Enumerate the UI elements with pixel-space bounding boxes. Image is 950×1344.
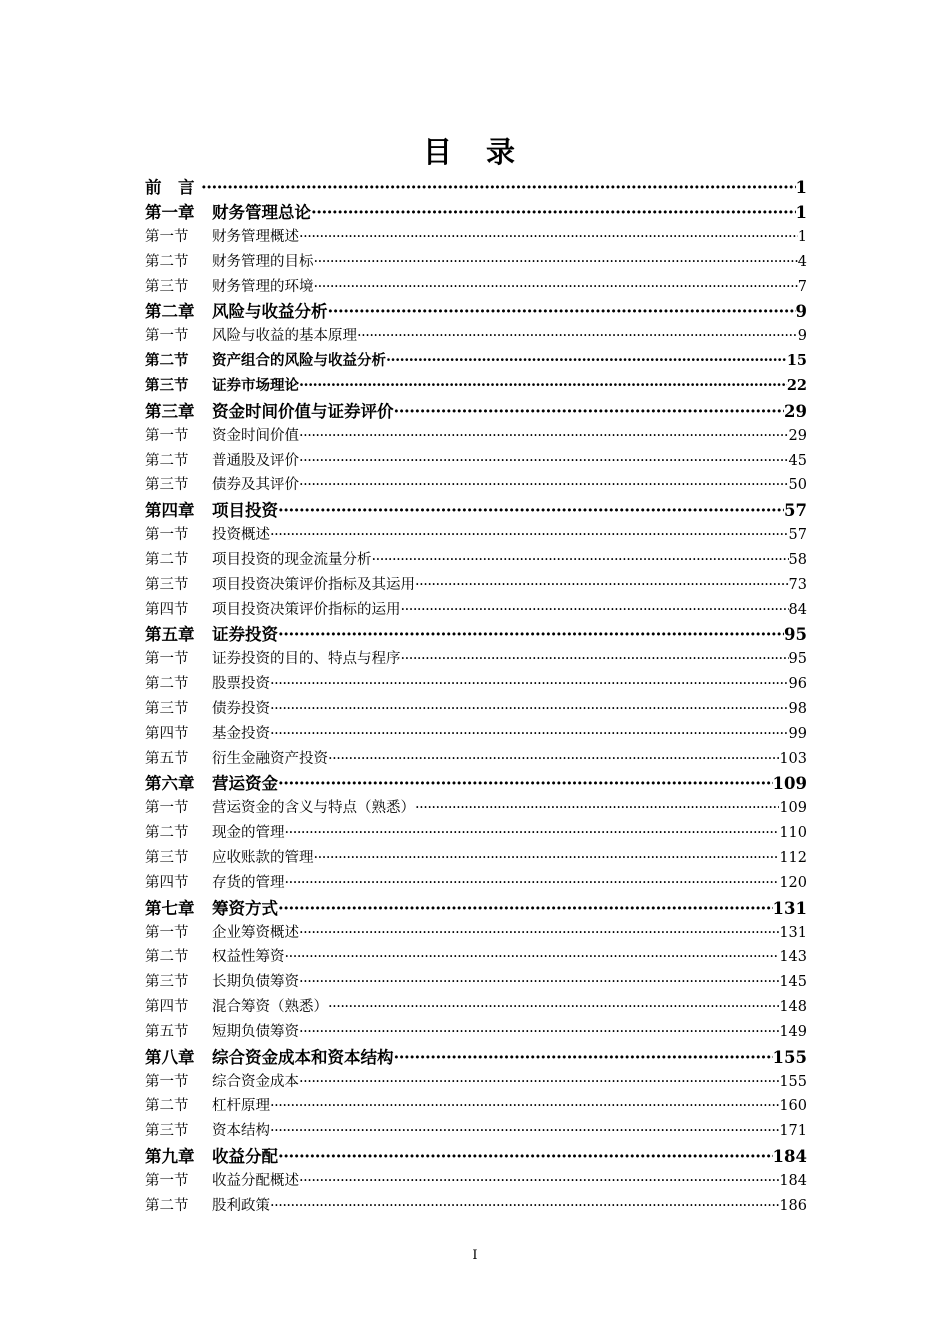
toc-section-entry (145, 945, 807, 970)
toc-entry-number: 第一节 (145, 229, 189, 245)
toc-section-entry (145, 672, 807, 697)
toc-section-entry (145, 424, 807, 449)
toc-entry-number: 第七章 (145, 898, 195, 918)
toc-dot-leader (270, 1119, 779, 1144)
toc-section-entry (145, 573, 807, 598)
toc-entry-title: 综合资金成本和资本结构 (212, 1047, 394, 1067)
toc-entry-page: 112 (779, 849, 807, 866)
toc-chapter-entry (145, 399, 807, 424)
toc-entry-page: 98 (788, 700, 807, 717)
toc-entry-title: 财务管理的环境 (212, 278, 314, 295)
toc-entry-page: 131 (772, 898, 807, 918)
toc-entry-page: 103 (779, 750, 807, 767)
toc-entry-title: 混合筹资（熟悉） (212, 998, 328, 1015)
toc-chapter-entry (145, 498, 807, 523)
toc-entry-number: 第三节 (145, 1123, 189, 1140)
toc-entry-number: 第三节 (145, 376, 189, 394)
toc-dot-leader (394, 399, 785, 424)
toc-section-entry (145, 598, 807, 623)
toc-dot-leader (285, 945, 780, 970)
toc-entry-title: 证券投资 (212, 625, 278, 645)
toc-entry-page: 184 (779, 1172, 807, 1189)
toc-entry-title: 收益分配 (212, 1146, 278, 1166)
toc-entry-page: 29 (784, 401, 807, 421)
toc-entry-number: 第一节 (145, 1073, 189, 1090)
toc-entry-page: 1 (797, 229, 807, 245)
toc-entry-page: 109 (772, 774, 807, 794)
toc-dot-leader (278, 896, 773, 921)
toc-entry-title: 杠杆原理 (212, 1098, 270, 1115)
toc-entry-page: 149 (779, 1023, 807, 1040)
toc-section-entry (145, 1169, 807, 1194)
toc-section-entry (145, 548, 807, 573)
toc-entry-number: 第四节 (145, 601, 189, 618)
toc-dot-leader (415, 796, 779, 821)
toc-entry-number: 第三节 (145, 477, 189, 494)
toc-dot-leader (278, 771, 773, 796)
toc-dot-leader (299, 473, 789, 498)
toc-entry-title: 风险与收益分析 (212, 302, 328, 322)
toc-section-entry (145, 324, 807, 349)
toc-dot-leader (285, 871, 780, 896)
toc-section-entry (145, 970, 807, 995)
toc-entry-page: 131 (779, 924, 807, 941)
toc-entry-title: 股票投资 (212, 676, 270, 693)
toc-entry-title: 企业筹资概述 (212, 924, 299, 941)
toc-entry-number: 第一节 (145, 800, 189, 817)
toc-entry-number: 第二节 (145, 452, 189, 469)
toc-section-entry (145, 374, 807, 399)
toc-entry-page: 110 (779, 825, 807, 842)
toc-entry-title: 长期负债筹资 (212, 974, 299, 991)
toc-entry-number: 第五章 (145, 625, 195, 645)
toc-dot-leader (270, 697, 789, 722)
toc-entry-title: 普通股及评价 (212, 452, 299, 469)
toc-entry-title: 基金投资 (212, 725, 270, 742)
toc-dot-leader (270, 523, 789, 548)
toc-entry-title: 证券市场理论 (212, 376, 299, 394)
toc-dot-leader (270, 1194, 779, 1219)
toc-dot-leader (386, 349, 787, 374)
page-number: I (472, 1248, 478, 1263)
toc-section-entry (145, 449, 807, 474)
toc-entry-number: 第二节 (145, 352, 189, 370)
toc-dot-leader (299, 1070, 779, 1095)
toc-entry-page: 145 (779, 974, 807, 991)
toc-dot-leader (394, 1045, 773, 1070)
toc-dot-leader (314, 846, 780, 871)
toc-entry-title: 短期负债筹资 (212, 1023, 299, 1040)
toc-entry-number: 第四节 (145, 998, 189, 1015)
toc-entry-title: 投资概述 (212, 527, 270, 544)
toc-entry-number: 第二节 (145, 1098, 189, 1115)
toc-entry-number: 第三节 (145, 974, 189, 991)
toc-entry-number: 第四节 (145, 725, 189, 742)
toc-entry-number: 第三节 (145, 700, 189, 717)
toc-dot-leader (401, 647, 789, 672)
toc-section-entry (145, 1070, 807, 1095)
toc-entry-page: 15 (786, 352, 807, 370)
toc-section-entry (145, 250, 807, 275)
toc-entry-page: 148 (779, 998, 807, 1015)
toc-entry-title: 风险与收益的基本原理 (212, 328, 357, 345)
toc-entry-title: 债券及其评价 (212, 477, 299, 494)
toc-section-entry (145, 846, 807, 871)
toc-entry-number: 第三章 (145, 401, 195, 421)
toc-entry-number: 第一节 (145, 527, 189, 544)
toc-entry-title: 股利政策 (212, 1197, 270, 1214)
toc-entry-number: 第三节 (145, 849, 189, 866)
toc-section-entry (145, 697, 807, 722)
toc-entry-page: 4 (797, 253, 807, 270)
toc-dot-leader (299, 374, 787, 399)
toc-dot-leader (285, 821, 780, 846)
toc-section-entry (145, 747, 807, 772)
toc-entry-title: 综合资金成本 (212, 1073, 299, 1090)
toc-entry-page: 9 (797, 328, 807, 345)
toc-entry-number: 第五节 (145, 1023, 189, 1040)
toc-entry-number: 第四章 (145, 501, 195, 521)
toc-section-entry (145, 995, 807, 1020)
toc-section-entry (145, 473, 807, 498)
toc-section-entry (145, 1020, 807, 1045)
toc-section-entry (145, 796, 807, 821)
toc-entry-title: 项目投资决策评价指标的运用 (212, 601, 401, 618)
toc-entry-title: 筹资方式 (212, 898, 278, 918)
toc-entry-number: 第一节 (145, 1172, 189, 1189)
toc-entry-page: 1 (795, 178, 807, 197)
toc-dot-leader (299, 424, 789, 449)
toc-entry-title: 权益性筹资 (212, 949, 285, 966)
toc-entry-title: 财务管理总论 (212, 203, 311, 222)
toc-chapter-entry (145, 622, 807, 647)
toc-entry-page: 160 (779, 1098, 807, 1115)
toc-entry-title: 收益分配概述 (212, 1172, 299, 1189)
toc-entry-page: 155 (772, 1047, 807, 1067)
toc-dot-leader (328, 747, 779, 772)
toc-section-entry (145, 523, 807, 548)
toc-entry-number: 第一节 (145, 651, 189, 668)
toc-entry-title: 项目投资 (212, 501, 278, 521)
toc-chapter-entry (145, 299, 807, 324)
toc-dot-leader (311, 200, 796, 225)
toc-section-entry (145, 647, 807, 672)
toc-section-entry (145, 1119, 807, 1144)
toc-entry-number: 第五节 (145, 750, 189, 767)
toc-entry-number: 第二节 (145, 551, 189, 568)
toc-dot-leader (328, 299, 796, 324)
toc-entry-number: 第一节 (145, 427, 189, 444)
toc-entry-page: 57 (788, 527, 807, 544)
toc-dot-leader (278, 622, 784, 647)
toc-dot-leader (299, 1169, 779, 1194)
toc-chapter-entry (145, 771, 807, 796)
toc-entry-title: 现金的管理 (212, 825, 285, 842)
toc-entry-title: 财务管理的目标 (212, 253, 314, 270)
toc-entry-number: 第八章 (145, 1047, 195, 1067)
toc-entry-page: 7 (797, 278, 807, 295)
toc-section-entry (145, 871, 807, 896)
toc-dot-leader (357, 324, 798, 349)
toc-entry-page: 1 (795, 203, 807, 222)
toc-entry-title: 营运资金的含义与特点（熟悉） (212, 800, 415, 817)
toc-dot-leader (299, 1020, 779, 1045)
toc-entry-number: 第六章 (145, 774, 195, 794)
toc-chapter-entry (145, 1045, 807, 1070)
toc-entry-number: 第二章 (145, 302, 195, 322)
toc-entry-title: 证券投资的目的、特点与程序 (212, 651, 401, 668)
toc-dot-leader (278, 1144, 773, 1169)
toc-entry-title: 衍生金融资产投资 (212, 750, 328, 767)
toc-entry-number: 第一章 (145, 203, 195, 222)
toc-dot-leader (372, 548, 789, 573)
toc-entry-page: 73 (788, 576, 807, 593)
toc-dot-leader (401, 598, 789, 623)
toc-entry-title: 资金时间价值与证券评价 (212, 401, 394, 421)
toc-dot-leader (314, 275, 798, 300)
toc-section-entry (145, 821, 807, 846)
toc-entry-title: 营运资金 (212, 774, 278, 794)
toc-entry-page: 109 (779, 800, 807, 817)
toc-entry-page: 95 (784, 625, 807, 645)
toc-dot-leader (278, 498, 784, 523)
toc-entry-title: 财务管理概述 (212, 229, 299, 245)
toc-entry-number: 第九章 (145, 1146, 195, 1166)
toc-section-entry (145, 1194, 807, 1219)
toc-entry-number: 第二节 (145, 949, 189, 966)
toc-dot-leader (415, 573, 789, 598)
toc-section-entry (145, 275, 807, 300)
toc-entry-page: 184 (772, 1146, 807, 1166)
toc-chapter-entry (145, 1144, 807, 1169)
toc-dot-leader (299, 970, 779, 995)
toc-dot-leader (270, 1094, 779, 1119)
toc-entry-page: 95 (788, 651, 807, 668)
toc-title: 目 录 (422, 135, 528, 169)
toc-list (145, 175, 807, 1219)
toc-section-entry (145, 349, 807, 374)
toc-entry-page: 171 (779, 1123, 807, 1140)
toc-entry-page: 84 (788, 601, 807, 618)
toc-entry-page: 186 (779, 1197, 807, 1214)
toc-entry-page: 57 (784, 501, 807, 521)
toc-section-entry (145, 225, 807, 250)
toc-section-entry (145, 1094, 807, 1119)
toc-entry-number: 第二节 (145, 676, 189, 693)
toc-chapter-entry (145, 175, 807, 200)
toc-dot-leader (201, 175, 796, 200)
toc-entry-title: 债券投资 (212, 700, 270, 717)
toc-entry-number: 第一节 (145, 328, 189, 345)
toc-chapter-entry (145, 200, 807, 225)
toc-entry-title: 项目投资的现金流量分析 (212, 551, 372, 568)
toc-entry-number: 第三节 (145, 278, 189, 295)
toc-entry-page: 45 (788, 452, 807, 469)
toc-section-entry (145, 921, 807, 946)
toc-dot-leader (270, 722, 789, 747)
toc-entry-number: 第一节 (145, 924, 189, 941)
toc-dot-leader (299, 921, 779, 946)
toc-dot-leader (299, 225, 798, 250)
toc-entry-page: 99 (788, 725, 807, 742)
toc-entry-title: 资产组合的风险与收益分析 (212, 352, 386, 370)
toc-entry-title: 资本结构 (212, 1123, 270, 1140)
toc-entry-title: 资金时间价值 (212, 427, 299, 444)
toc-entry-page: 58 (788, 551, 807, 568)
toc-entry-page: 143 (779, 949, 807, 966)
toc-entry-number: 第四节 (145, 874, 189, 891)
toc-entry-title: 应收账款的管理 (212, 849, 314, 866)
toc-entry-title: 项目投资决策评价指标及其运用 (212, 576, 415, 593)
toc-entry-number: 第三节 (145, 576, 189, 593)
toc-entry-page: 155 (779, 1073, 807, 1090)
toc-entry-page: 9 (795, 302, 807, 322)
toc-dot-leader (270, 672, 789, 697)
toc-dot-leader (314, 250, 798, 275)
toc-dot-leader (299, 449, 789, 474)
toc-entry-number: 第二节 (145, 825, 189, 842)
toc-entry-number: 第二节 (145, 253, 189, 270)
toc-section-entry (145, 722, 807, 747)
toc-chapter-entry (145, 896, 807, 921)
toc-entry-page: 22 (786, 376, 807, 394)
toc-dot-leader (328, 995, 779, 1020)
toc-entry-number: 第二节 (145, 1197, 189, 1214)
toc-entry-title: 存货的管理 (212, 874, 285, 891)
toc-entry-page: 50 (788, 477, 807, 494)
toc-entry-page: 120 (779, 874, 807, 891)
toc-entry-page: 96 (788, 676, 807, 693)
toc-entry-page: 29 (788, 427, 807, 444)
toc-entry-number: 前 言 (145, 178, 195, 197)
